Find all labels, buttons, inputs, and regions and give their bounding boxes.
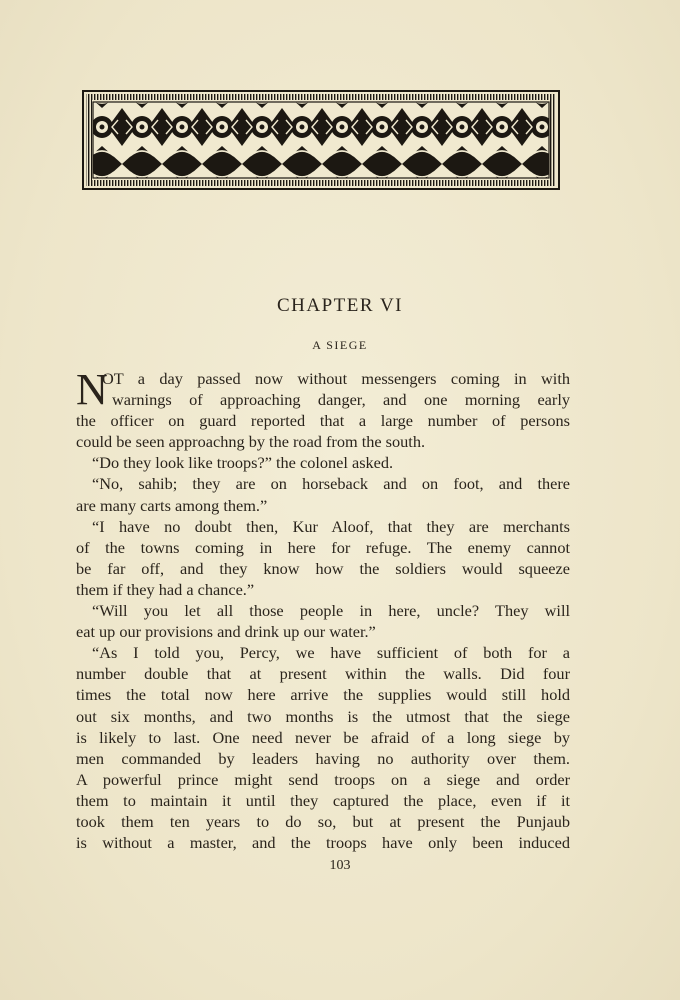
page-number: 103 (329, 858, 351, 873)
text-line: “As I told you, Percy, we have sufficient of both for a (92, 643, 570, 663)
text-line: are many carts among them.” (76, 495, 268, 515)
text-line: number double that at present within the walls. Did four (76, 664, 570, 684)
chapter-title: CHAPTER VI (276, 295, 404, 316)
text-line: took them ten years to do so, but at present the Punjaub (76, 811, 570, 831)
text-line: “I have no doubt then, Kur Aloof, that they are merchants (92, 516, 570, 536)
text-line: could be seen approachng by the road from the south. (76, 432, 426, 452)
drop-cap: N (76, 365, 108, 414)
chapter-body-text (76, 365, 570, 853)
text-line: out six months, and two months is the utmost that the siege (76, 706, 570, 726)
text-line: the officer on guard reported that a large number of persons (76, 411, 570, 431)
text-line: men commanded by leaders having no authority over them. (76, 748, 570, 768)
text-line: is without a master, and the troops have only been induced (76, 833, 570, 853)
text-line: is likely to last. One need never be afraid of a long siege by (76, 727, 570, 747)
arabesque-headpiece-ornament (82, 90, 560, 190)
text-line: warnings of approaching danger, and one morning early (112, 390, 570, 410)
text-line: OT a day passed now without messengers coming in with (102, 369, 570, 388)
text-line: A powerful prince might send troops on a siege and order (76, 769, 570, 789)
text-line: of the towns coming in here for refuge. The enemy cannot (76, 537, 570, 557)
section-title: A SIEGE (312, 338, 368, 352)
text-line: eat up our provisions and drink up our water.” (76, 622, 376, 642)
text-line: “Do they look like troops?” the colonel asked. (92, 453, 394, 473)
text-line: times the total now here arrive the supplies would still hold (76, 685, 570, 705)
text-line: be far off, and they know how the soldiers would squeeze (76, 558, 570, 578)
text-line: “Will you let all those people in here, uncle? They will (92, 601, 570, 621)
text-line: them to maintain it until they captured the place, even if it (76, 790, 570, 810)
text-line: “No, sahib; they are on horseback and on foot, and there (92, 474, 570, 494)
text-line: them if they had a chance.” (76, 579, 255, 599)
